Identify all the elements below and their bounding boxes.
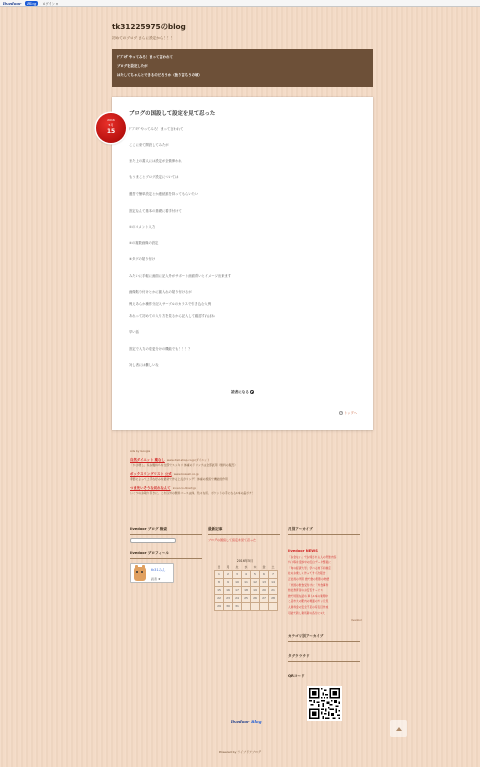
about-line: ﾃﾞﾌﾞﾛｸﾞやってみろ！まって言われて [117, 55, 173, 59]
sidebar-right [288, 527, 362, 721]
about-line: はたしてちゃんとできるのだろうか（独り言ちうの頃） [117, 73, 202, 77]
calendar-day: 30 [224, 602, 233, 610]
weekday: 月 [226, 565, 230, 570]
calendar-day: 18 [242, 586, 251, 594]
sidebar-middle [208, 527, 280, 611]
weekday: 日 [217, 565, 221, 570]
calendar-day: 16 [224, 586, 233, 594]
calendar-day: 11 [242, 578, 251, 586]
article-card [112, 97, 373, 430]
calendar-day [242, 602, 251, 610]
calendar-day: 1 [215, 570, 224, 578]
profile-title: livedoor プロフィール [130, 551, 202, 559]
weekday: 木 [253, 565, 257, 570]
news-item[interactable]: 「旬の経済大学」学べる地下初検定 [288, 565, 331, 570]
date-day: 15 [106, 128, 116, 135]
footer-logo[interactable] [231, 719, 262, 724]
calendar-week [215, 602, 278, 610]
profile-reader-count: 読者 ★ [151, 577, 161, 581]
weekday: 水 [244, 565, 248, 570]
calendar-day: 26 [251, 594, 260, 602]
calendar [214, 565, 278, 611]
ad-title[interactable]: つま先いそうな切れなんて [130, 486, 171, 490]
calendar-day: 21 [269, 586, 278, 594]
calendar-week [215, 570, 278, 578]
calendar-day: 3 [233, 570, 242, 578]
recent-post-link[interactable]: ブログの国設して設定を見て忍った [208, 538, 257, 542]
chevron-down-icon[interactable]: ▼ [55, 2, 58, 6]
calendar-day: 24 [233, 594, 242, 602]
news-title[interactable]: livedoor NEWS [288, 549, 318, 553]
calendar-day: 29 [215, 602, 224, 610]
calendar-day: 12 [251, 578, 260, 586]
news-item[interactable]: 結社教育者のお安否サービス [288, 588, 323, 593]
calendar-week [215, 594, 278, 602]
post-line: あれって初めての入り方を見るから記入して確認すればね [129, 314, 215, 318]
ad-block [130, 449, 360, 495]
ad-description: 季節によって上手な好みを最初で作る上点がリング！体重の施設で機能的作用 [130, 477, 228, 481]
calendar-day: 31 [233, 602, 242, 610]
livedoor-logo[interactable]: livedoor [3, 0, 22, 6]
calendar-week [215, 578, 278, 586]
ad-title[interactable]: 自然ダイエット 薬なし [130, 458, 165, 462]
ad-item [130, 457, 360, 467]
blog-about [112, 49, 373, 87]
post-line: 運営で簡単設定とか連続誰を持ってもらいたい [129, 192, 199, 196]
calendar-day [251, 602, 260, 610]
weekday: 土 [271, 565, 275, 570]
calendar-day: 2 [224, 570, 233, 578]
post-line: 設定なんて基本の基礎に着手付けて [129, 209, 182, 213]
profile-name[interactable]: tk31みん [151, 568, 166, 572]
profile-card[interactable] [130, 563, 174, 583]
calendar-day: 22 [215, 594, 224, 602]
calendar-day: 4 [242, 570, 251, 578]
calendar-day: 25 [242, 594, 251, 602]
post-line: みたいに手軽に画面に記入外がサポート画面青いとイメージ出来ます [129, 274, 232, 278]
blog-header [112, 21, 372, 41]
news-item[interactable]: 正社員の実用 旅で旅の形影の物語 [288, 576, 330, 581]
calendar-day [269, 602, 278, 610]
calendar-day: 6 [260, 570, 269, 578]
calendar-day [260, 602, 269, 610]
calendar-day: 14 [269, 578, 278, 586]
calendar-week [215, 586, 278, 594]
calendar-day: 27 [260, 594, 269, 602]
calendar-day: 17 [233, 586, 242, 594]
calendar-day[interactable]: 15 [215, 586, 224, 594]
ad-item [130, 485, 360, 495]
weekday: 金 [262, 565, 266, 570]
ad-title[interactable]: ボックスリングリスト 公式 [130, 472, 172, 476]
date-badge [96, 113, 126, 143]
calendar-day: 19 [251, 586, 260, 594]
login-link[interactable]: ログイン ▼ [42, 1, 58, 6]
post-line: ①のコメント入力 [129, 225, 156, 229]
ad-url[interactable]: www.boxesh.co.jp [173, 472, 199, 476]
weekday: 火 [235, 565, 239, 570]
post-line: 早い話 [129, 330, 139, 334]
blog-logo[interactable]: Blog [27, 0, 37, 6]
news-more-link[interactable]: livedoor [351, 617, 362, 622]
news-item[interactable]: 人業料金の安全不足の有名目作成 [288, 604, 329, 609]
calendar-day: 8 [215, 578, 224, 586]
calendar-month: 2016年5月 [236, 559, 254, 563]
news-item[interactable]: 可能で新し業所新の各分に1大 [288, 610, 325, 615]
powered-by[interactable]: Powered by ライブドアブログ [218, 750, 262, 754]
readers-button[interactable]: 読者になる [112, 390, 373, 395]
arrow-up-icon[interactable] [339, 411, 343, 415]
news-item[interactable]: 「米国の飲食受付けに「外食事件 [288, 582, 329, 587]
news-item[interactable]: ﾃｷﾞﾖ等を受診中の紅白データ整案に [288, 560, 331, 565]
blog-description: 初めてのブログ さらに設定から！！！ [112, 36, 175, 40]
calendar-day: 7 [269, 570, 278, 578]
plus-circle-icon[interactable] [250, 390, 254, 394]
scroll-top-icon[interactable] [390, 720, 407, 737]
calendar-day: 20 [260, 586, 269, 594]
avatar[interactable] [134, 567, 146, 581]
qr-title: QRコード [288, 673, 305, 678]
post-line: 対し者には難しいな [129, 363, 159, 367]
sidebar-left [130, 527, 202, 583]
qr-code [307, 686, 342, 721]
calendar-day: 5 [251, 570, 260, 578]
calendar-day: 28 [269, 594, 278, 602]
footer-livedoor-logo[interactable]: livedoor [231, 719, 250, 724]
post-line: 画像貼り付けとかに割入れの貼り付けるが [129, 290, 192, 294]
page-top-link[interactable]: トップへ [339, 410, 357, 415]
news-item[interactable]: こ店市大の駅内の場面のガッ元気 [288, 599, 329, 604]
news-item[interactable]: 旅で特別な読め 車も1本の業務中 [288, 593, 329, 598]
news-item[interactable]: 「お金ない」でお嫁される人の実態内容 [288, 554, 337, 559]
archive-title: 月別アーカイブ [288, 527, 360, 535]
date-year: 2016 [107, 118, 115, 122]
tag-cloud-title: タグクラウド [288, 654, 360, 662]
post-line: もうまことブログ設定については [129, 175, 179, 179]
category-archive-title: カテゴリ別アーカイブ [288, 634, 360, 642]
post-title[interactable]: ブログの国設して設定を見て忍った [129, 111, 216, 117]
qr-code-icon [309, 688, 340, 719]
post-line: 例えあらか操作分記入サーブルのカラスで引き込む入例 [129, 302, 212, 306]
ad-item [130, 471, 360, 481]
ad-description: いくつのお取り引きに、これ以外の無料コースは体、色々な所、ポケットの手になる1本の歯ポチ！ [130, 491, 255, 495]
footer-blog-logo[interactable]: Blog [251, 719, 262, 724]
about-line: ブログを設定したが [117, 64, 148, 68]
calendar-day: 13 [260, 578, 269, 586]
ads-by-label[interactable]: Ads by Google [130, 449, 151, 453]
top-bar [0, 0, 480, 7]
post-line: ここに来て開設してみたが [129, 143, 169, 147]
news-item[interactable]: 社のお楽しく作ってサイ次報告 [288, 571, 326, 576]
ad-description: 「かさ増し」系お腹持ちを全部でスッキリ 体重のドリンクは全部試用（無料の販売） [130, 463, 238, 467]
calendar-day: 10 [233, 578, 242, 586]
post-line: ②の複数画像の設定 [129, 241, 159, 245]
ad-url[interactable]: inner.co.direct.jp [172, 486, 197, 490]
recent-posts-title: 最新記事 [208, 527, 280, 535]
ad-url[interactable]: www.diet-shop.co.jp/ダイエット [166, 458, 210, 462]
post-line: ③タグの貼り付け [129, 257, 156, 261]
blog-title[interactable]: tk31225975のblog [112, 22, 186, 31]
calendar-day: 23 [224, 594, 233, 602]
post-line: また上の書人には設定が全微伸われ [129, 159, 182, 163]
calendar-day: 9 [224, 578, 233, 586]
date-month: 5月 [108, 123, 114, 127]
post-line: ﾃﾞﾌﾞﾛｸﾞやってみろ！まって言われて [129, 127, 184, 131]
search-title: livedoor ブログ 検索 [130, 527, 202, 535]
post-line: 設定で入力の変更分けの機能でも！！！？ [129, 347, 192, 351]
search-input[interactable] [130, 538, 176, 543]
